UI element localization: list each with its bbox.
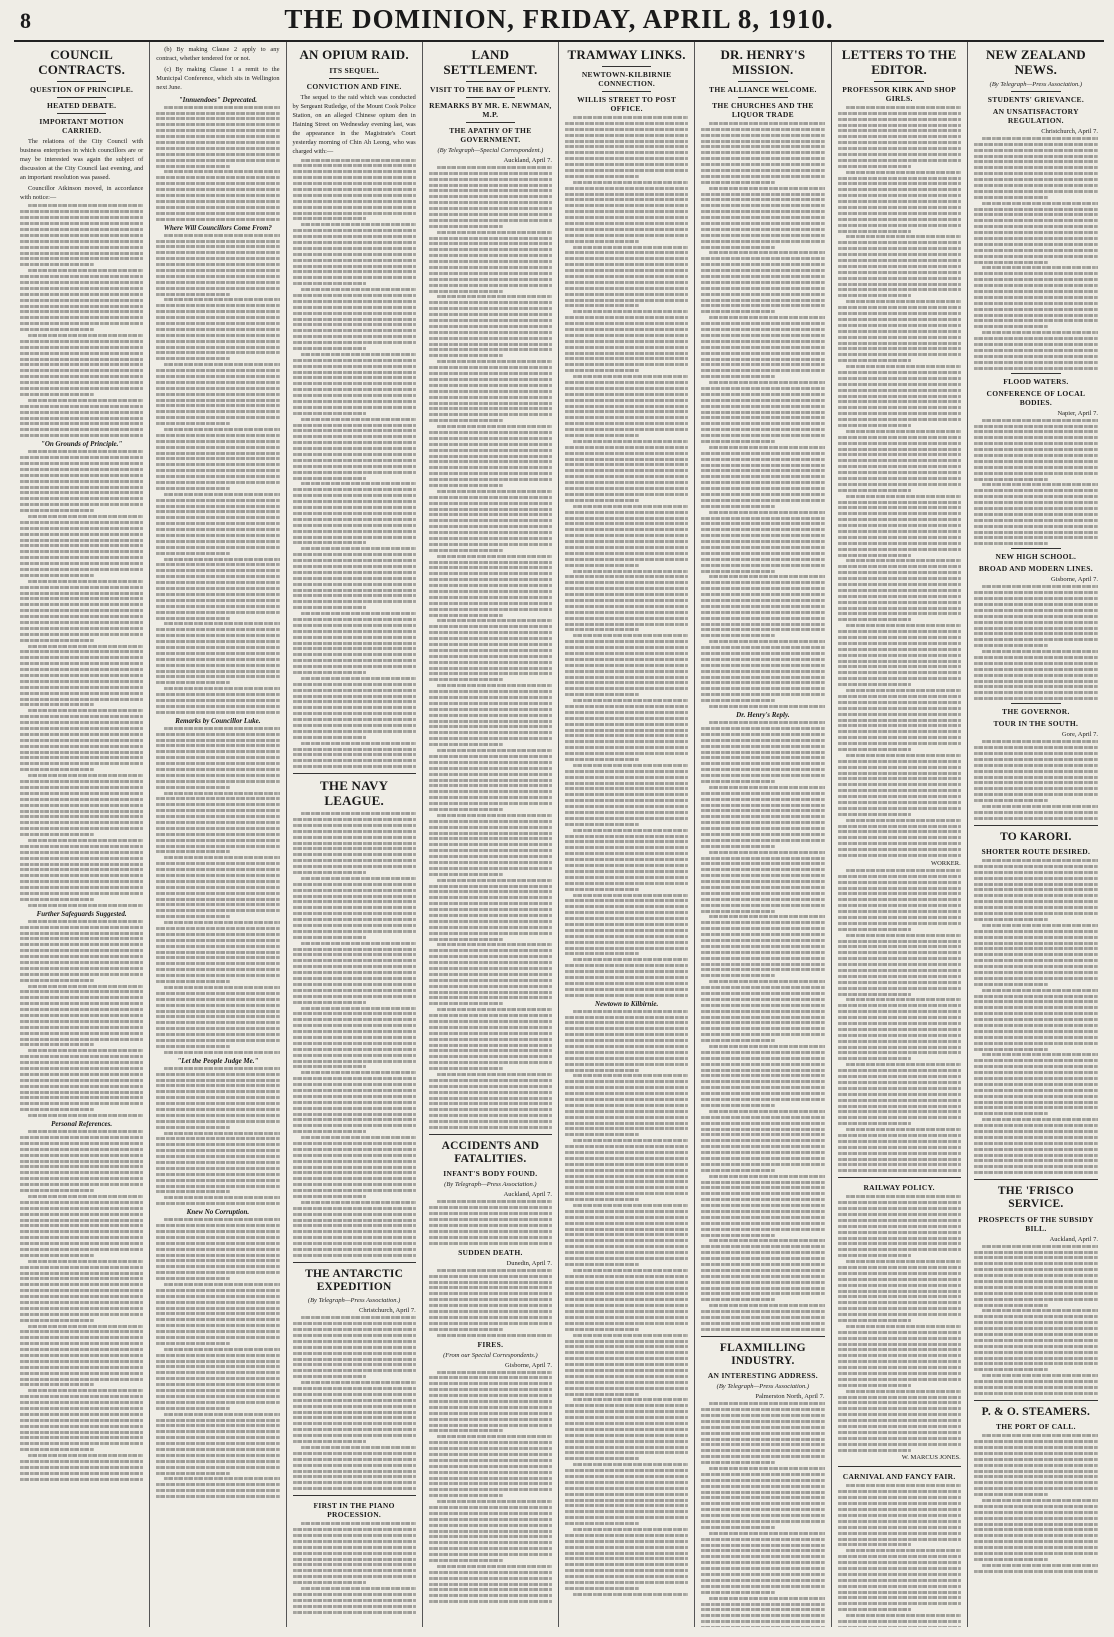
opium-sub-1: ITS SEQUEL. (329, 65, 379, 75)
dr-henry-reply-subhead: Dr. Henry's Reply. (736, 711, 790, 720)
luke-remarks-subhead: Remarks by Councillor Luke. (175, 716, 261, 725)
council-contracts-heading: COUNCIL CONTRACTS. (38, 47, 126, 77)
accidents-heading: ACCIDENTS AND FATALITIES. (441, 1140, 540, 1166)
people-judge-subhead: "Let the People Judge Me." (177, 1056, 259, 1065)
column-5: TRAMWAY LINKS. NEWTOWN-KILBIRNIE CONNECTION. WILLIS STREET TO POST OFFICE. Newtown to Kilbirnie. (559, 42, 695, 1627)
council-continued-text: (b) By making Clause 2 apply to any contract, whether tendered for or not. (c) By making Clause 1 a remit to the Municipal Conference, which sits in Wellington next June. (156, 46, 280, 91)
column-4: LAND SETTLEMENT. VISIT TO THE BAY OF PLENTY. REMARKS BY MR. E. NEWMAN, M.P. THE APATHY OF THE GOVERNMENT. (By Telegraph—Special Correspondent.) Auckland, April 7. ACCIDENTS AND FATALITIES. INFANT'S BODY FOUND. (By Telegraph—Press Association.) Auckland, April 7. SUDDEN DEATH. Dunedin, April 7. FIRES. (From our Special Correspondents.) Gisborne, April 7. (423, 42, 559, 1627)
column-1 (14, 42, 150, 1627)
column-6: DR. HENRY'S MISSION. THE ALLIANCE WELCOME. THE CHURCHES AND THE LIQUOR TRADE Dr. Henry's Reply. FLAXMILLING INDUSTRY. AN INTERESTING ADDRESS. (By Telegraph—Press Association.) Palmerston North, April 7. (695, 42, 831, 1627)
council-article-filler-1 (20, 204, 143, 437)
tramway-links-heading: TRAMWAY LINKS. (567, 47, 686, 62)
column-2 (150, 42, 286, 1627)
council-subhead-2: Further Safeguards Suggested. (36, 909, 127, 918)
council-sub-1: QUESTION OF PRINCIPLE. (30, 84, 134, 94)
column-3: AN OPIUM RAID. ITS SEQUEL. CONVICTION AND FINE. The sequel to the raid which was conducted by Sergeant Rutledge, of the Mount Cook Police Station, on an alleged Chinese opium den in Haining Street on Wednesday evening last, was the appearance in the Magistrate's Court yesterday morning of Chin Ah Leong, who was charged with:— THE NAVY LEAGUE. THE ANTARCTIC EXPEDITION (By Telegraph—Press Association.) Christchurch, April 7. FIRST IN THE PIANO PROCESSION. (287, 42, 423, 1627)
innuendoes-subhead: "Innuendoes" Deprecated. (178, 95, 257, 104)
opium-article-text: The sequel to the raid which was conducted by Sergeant Rutledge, of the Mount Cook Police Station, on an alleged Chinese opium den in Haining Street on Wednesday evening last, was the appearance in the Magistrate's Court yesterday morning of Chin Ah Leong, who was charged with:— (292, 93, 416, 155)
page-number: 8 (20, 8, 31, 33)
land-settlement-heading: LAND SETTLEMENT. (443, 47, 538, 77)
frisco-heading: THE 'FRISCO SERVICE. (997, 1185, 1074, 1211)
council-subhead-3: Personal References. (51, 1120, 113, 1129)
council-sub-2: HEATED DEBATE. (46, 100, 117, 110)
column-7: LETTERS TO THE EDITOR. PROFESSOR KIRK AND SHOP GIRLS. WORKER. RAILWAY POLICY. W. MARCUS JONES. CARNIVAL AND FANCY FAIR. (832, 42, 968, 1627)
opium-raid-heading: AN OPIUM RAID. (299, 47, 409, 62)
opium-sub-2: CONVICTION AND FINE. (306, 81, 402, 91)
council-article-text: The relations of the City Council with business enterprises in which councillors are or may be interested was again the subject of discussion at the City Council last evening, and an important resolution was passed. Councillor Atkinson moved, in accordance with notice:— (20, 137, 144, 201)
railway-policy-heading: RAILWAY POLICY. (863, 1183, 935, 1193)
council-subhead-1: "On Grounds of Principle." (40, 440, 123, 449)
columns (14, 42, 1104, 1627)
newtown-kilbirnie-subhead: Newtown to Kilbirnie. (595, 999, 659, 1008)
navy-league-heading: THE NAVY LEAGUE. (320, 778, 389, 809)
dr-henry-heading: DR. HENRY'S MISSION. (720, 47, 806, 77)
carnival-heading: CARNIVAL AND FANCY FAIR. (842, 1472, 956, 1482)
karori-heading: TO KARORI. (1000, 830, 1072, 843)
nz-news-heading: NEW ZEALAND NEWS. (985, 47, 1086, 77)
newspaper-title: THE DOMINION, FRIDAY, APRIL 8, 1910. (284, 4, 834, 34)
piano-procession-heading: FIRST IN THE PIANO PROCESSION. (313, 1501, 395, 1520)
p-and-o-heading: P. & O. STEAMERS. (981, 1405, 1091, 1418)
corruption-subhead: Knew No Corruption. (186, 1208, 250, 1217)
column-8: NEW ZEALAND NEWS. (By Telegraph—Press Association.) STUDENTS' GRIEVANCE. AN UNSATISFACTORY REGULATION. Christchurch, April 7. FLOOD WATERS. CONFERENCE OF LOCAL BODIES. Napier, April 7. NEW HIGH SCHOOL. BROAD AND MODERN LINES. Gisborne, April 7. THE GOVERNOR. TOUR IN THE SOUTH. Gore, April 7. TO KARORI. SHORTER ROUTE DESIRED. THE 'FRISCO SERVICE. PROSPECTS OF THE SUBSIDY BILL. Auckland, April 7. P. & O. STEAMERS. THE PORT OF CALL. (968, 42, 1104, 1627)
flaxmilling-heading: FLAXMILLING INDUSTRY. (719, 1341, 806, 1367)
council-sub-3: IMPORTANT MOTION CARRIED. (39, 116, 124, 135)
letters-heading: LETTERS TO THE EDITOR. (841, 47, 957, 77)
councillors-subhead: Where Will Councillors Come From? (163, 223, 272, 232)
antarctic-heading: THE ANTARCTIC EXPEDITION (305, 1267, 404, 1294)
masthead (14, 6, 1104, 42)
